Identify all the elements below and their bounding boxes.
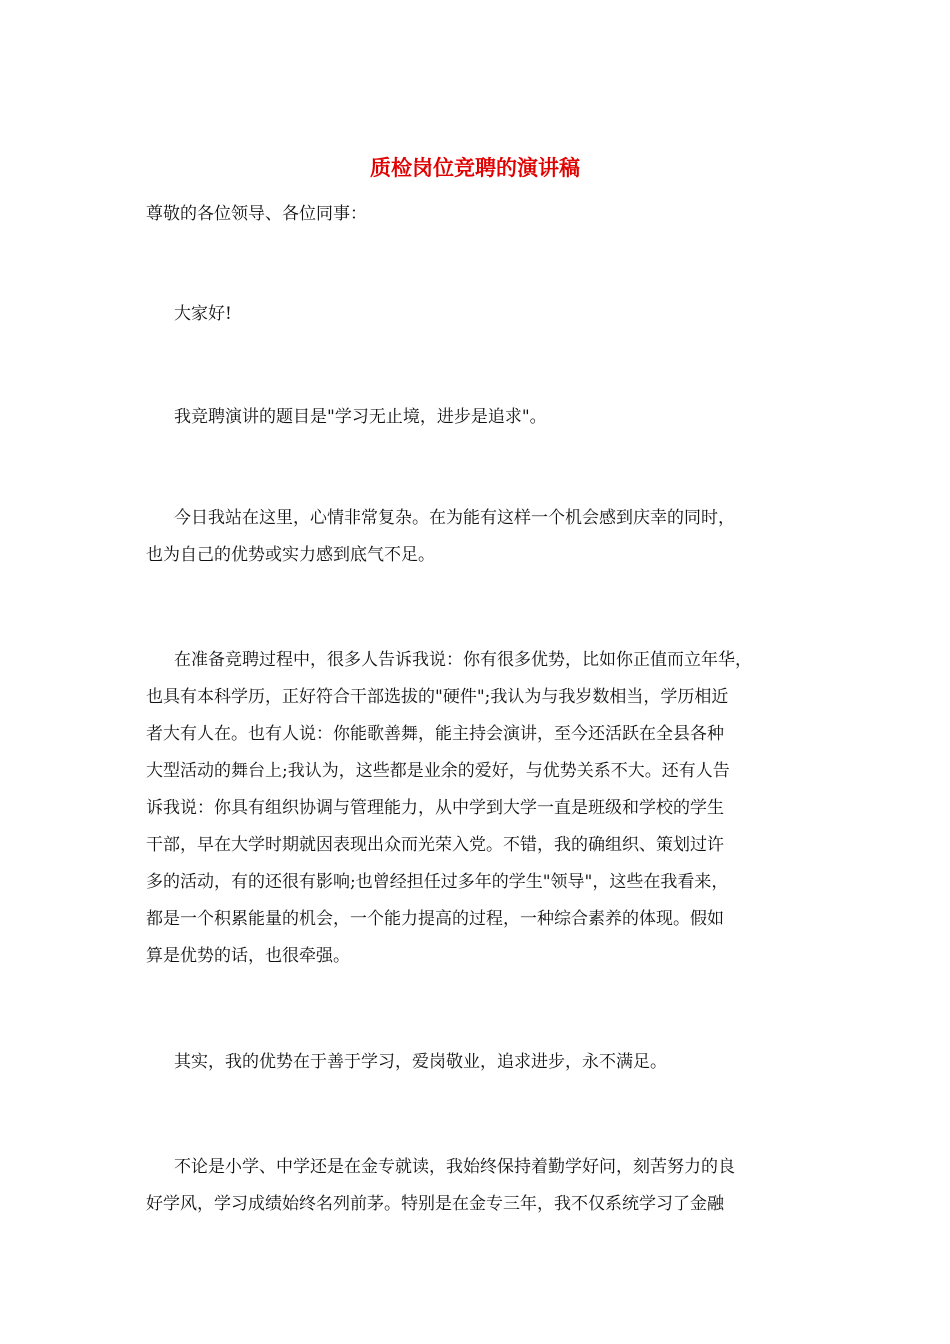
paragraph-study: 不论是小学、中学还是在金专就读，我始终保持着勤学好问，刻苦努力的良 好学风，学习成绩始终名列前茅。特别是在金专三年，我不仅系统学习了金融 xyxy=(146,1157,735,1214)
salutation: 尊敬的各位领导、各位同事： xyxy=(146,204,367,224)
paragraph-feelings: 今日我站在这里，心情非常复杂。在为能有这样一个机会感到庆幸的同时， 也为自己的优势或实力感到底气不足。 xyxy=(146,508,735,565)
document-title: 质检岗位竞聘的演讲稿 xyxy=(370,155,580,180)
paragraph-topic: 我竞聘演讲的题目是"学习无止境，进步是追求"。 xyxy=(174,407,547,427)
paragraph-real-strength: 其实，我的优势在于善于学习，爱岗敬业，追求进步，永不满足。 xyxy=(174,1052,667,1072)
paragraph-advantages: 在准备竞聘过程中，很多人告诉我说：你有很多优势，比如你正值而立年华， 也具有本科学历，正好符合干部选拔的"硬件";我认为与我岁数相当，学历相近 者大有人在。也有人说：你能歌善舞，能主持会演讲，至今还活跃在全县各种 大型活动的舞台上;我认为，这些都是业余的爱好，与优势关系不大。还有人告 诉我说：你具有组织协调与管理能力，从中学到大学一直是班级和学校的学生 干部，早在大学时期就因表现出众而光荣入党。不错，我的确组织、策划过许 多的活动，有的还很有影响;也曾经担任过多年的学生"领导"，这些在我看来， 都是一个积累能量的机会，一个能力提高的过程，一种综合素养的体现。假如 算是优势的话，也很牵强。 xyxy=(146,650,752,966)
paragraph-greeting: 大家好! xyxy=(174,304,232,324)
